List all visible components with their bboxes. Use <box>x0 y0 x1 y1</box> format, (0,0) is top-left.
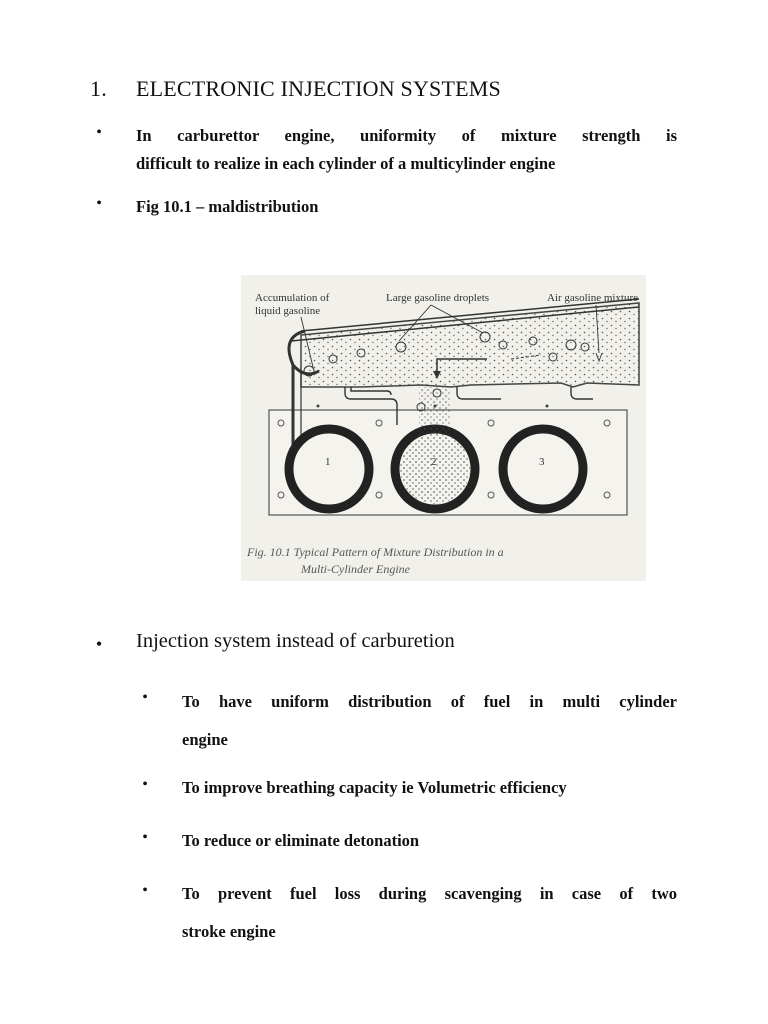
bullet-text-line: In carburettor engine, uniformity of mixture strength is <box>136 126 677 145</box>
section-title: ELECTRONIC INJECTION SYSTEMS <box>136 76 501 101</box>
sub-bullet-line: stroke engine <box>182 922 276 941</box>
sub-bullet-line: engine <box>182 730 228 749</box>
cylinder-2-label: 2 <box>431 456 437 468</box>
figure-maldistribution <box>241 275 646 581</box>
bullet-marker: • <box>95 634 103 654</box>
sub-bullet-line: To reduce or eliminate detonation <box>182 831 420 850</box>
cylinder-3-label: 3 <box>539 456 545 468</box>
label-droplets: Large gasoline droplets <box>386 292 490 304</box>
sub-bullet-line: To have uniform distribution of fuel in multi cylinder <box>182 692 677 711</box>
sub-bullet-marker: • <box>142 882 148 899</box>
bullet-text-line: difficult to realize in each cylinder of a multicylinder engine <box>136 154 556 173</box>
sub-bullet-line: To prevent fuel loss during scavenging in case of two <box>182 884 677 903</box>
cylinder-1-label: 1 <box>325 456 331 468</box>
main-point-text: Injection system instead of carburetion <box>136 630 455 652</box>
sub-bullet-line: To improve breathing capacity ie Volumetric efficiency <box>182 778 567 797</box>
label-mixture: Air gasoline mixture <box>547 292 639 304</box>
sub-bullet-marker: • <box>142 689 148 706</box>
sub-bullet-marker: • <box>142 776 148 793</box>
label-accumulation-line2: liquid gasoline <box>255 305 321 317</box>
section-number: 1. <box>90 76 107 101</box>
section-heading <box>90 76 501 102</box>
bullet-marker: • <box>96 124 102 141</box>
label-accumulation-line1: Accumulation of <box>255 292 330 304</box>
bullet-text: Fig 10.1 – maldistribution <box>136 197 319 216</box>
figure-caption-line2: Multi-Cylinder Engine <box>301 562 410 576</box>
figure-caption-line1: Fig. 10.1 Typical Pattern of Mixture Distribution in a <box>247 545 504 559</box>
bullet-marker: • <box>96 195 102 212</box>
sub-bullet-marker: • <box>142 829 148 846</box>
